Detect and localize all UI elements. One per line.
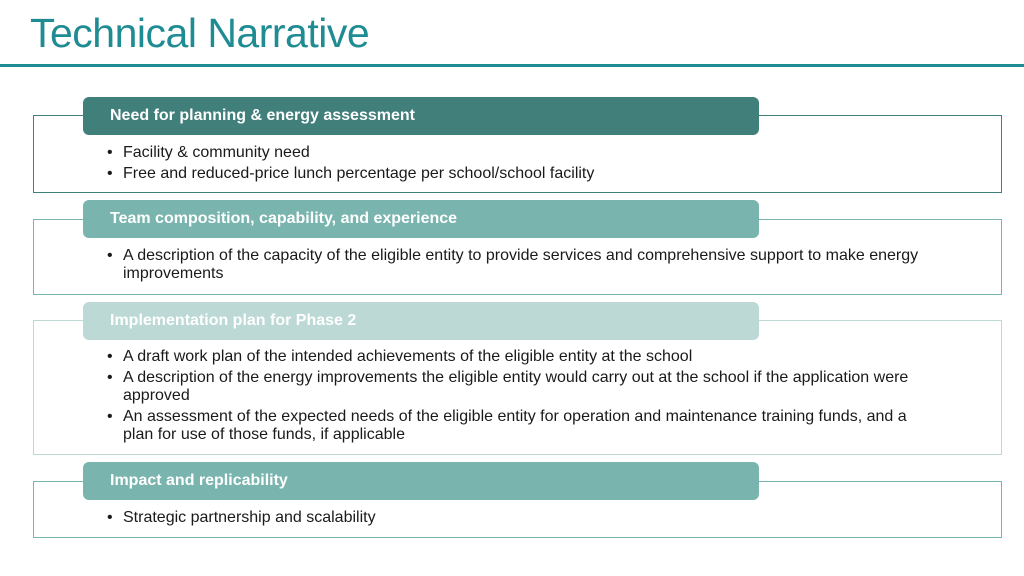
list-item: • A draft work plan of the intended achievements of the eligible entity at the school bbox=[90, 348, 930, 366]
list-item: • Strategic partnership and scalability bbox=[90, 509, 930, 527]
section-team-header: Team composition, capability, and experience bbox=[83, 200, 759, 238]
section-implementation-list bbox=[90, 348, 930, 447]
section-impact-header: Impact and replicability bbox=[83, 462, 759, 500]
list-item: • Free and reduced-price lunch percentage per school/school facility bbox=[90, 165, 930, 183]
section-implementation-header: Implementation plan for Phase 2 bbox=[83, 302, 759, 340]
list-item: • A description of the energy improvements the eligible entity would carry out at the school if the application were approved bbox=[90, 369, 930, 405]
page-title: Technical Narrative bbox=[30, 10, 370, 56]
section-planning-list bbox=[90, 144, 930, 186]
list-item: • A description of the capacity of the eligible entity to provide services and comprehensive support to make energy improvements bbox=[90, 247, 930, 283]
list-item: • Facility & community need bbox=[90, 144, 930, 162]
list-item: • An assessment of the expected needs of the eligible entity for operation and maintenance training funds, and a plan for use of those funds, if applicable bbox=[90, 408, 930, 444]
section-impact-list bbox=[90, 509, 930, 530]
section-team-list bbox=[90, 247, 930, 286]
section-planning-header: Need for planning & energy assessment bbox=[83, 97, 759, 135]
title-divider bbox=[0, 64, 1024, 67]
